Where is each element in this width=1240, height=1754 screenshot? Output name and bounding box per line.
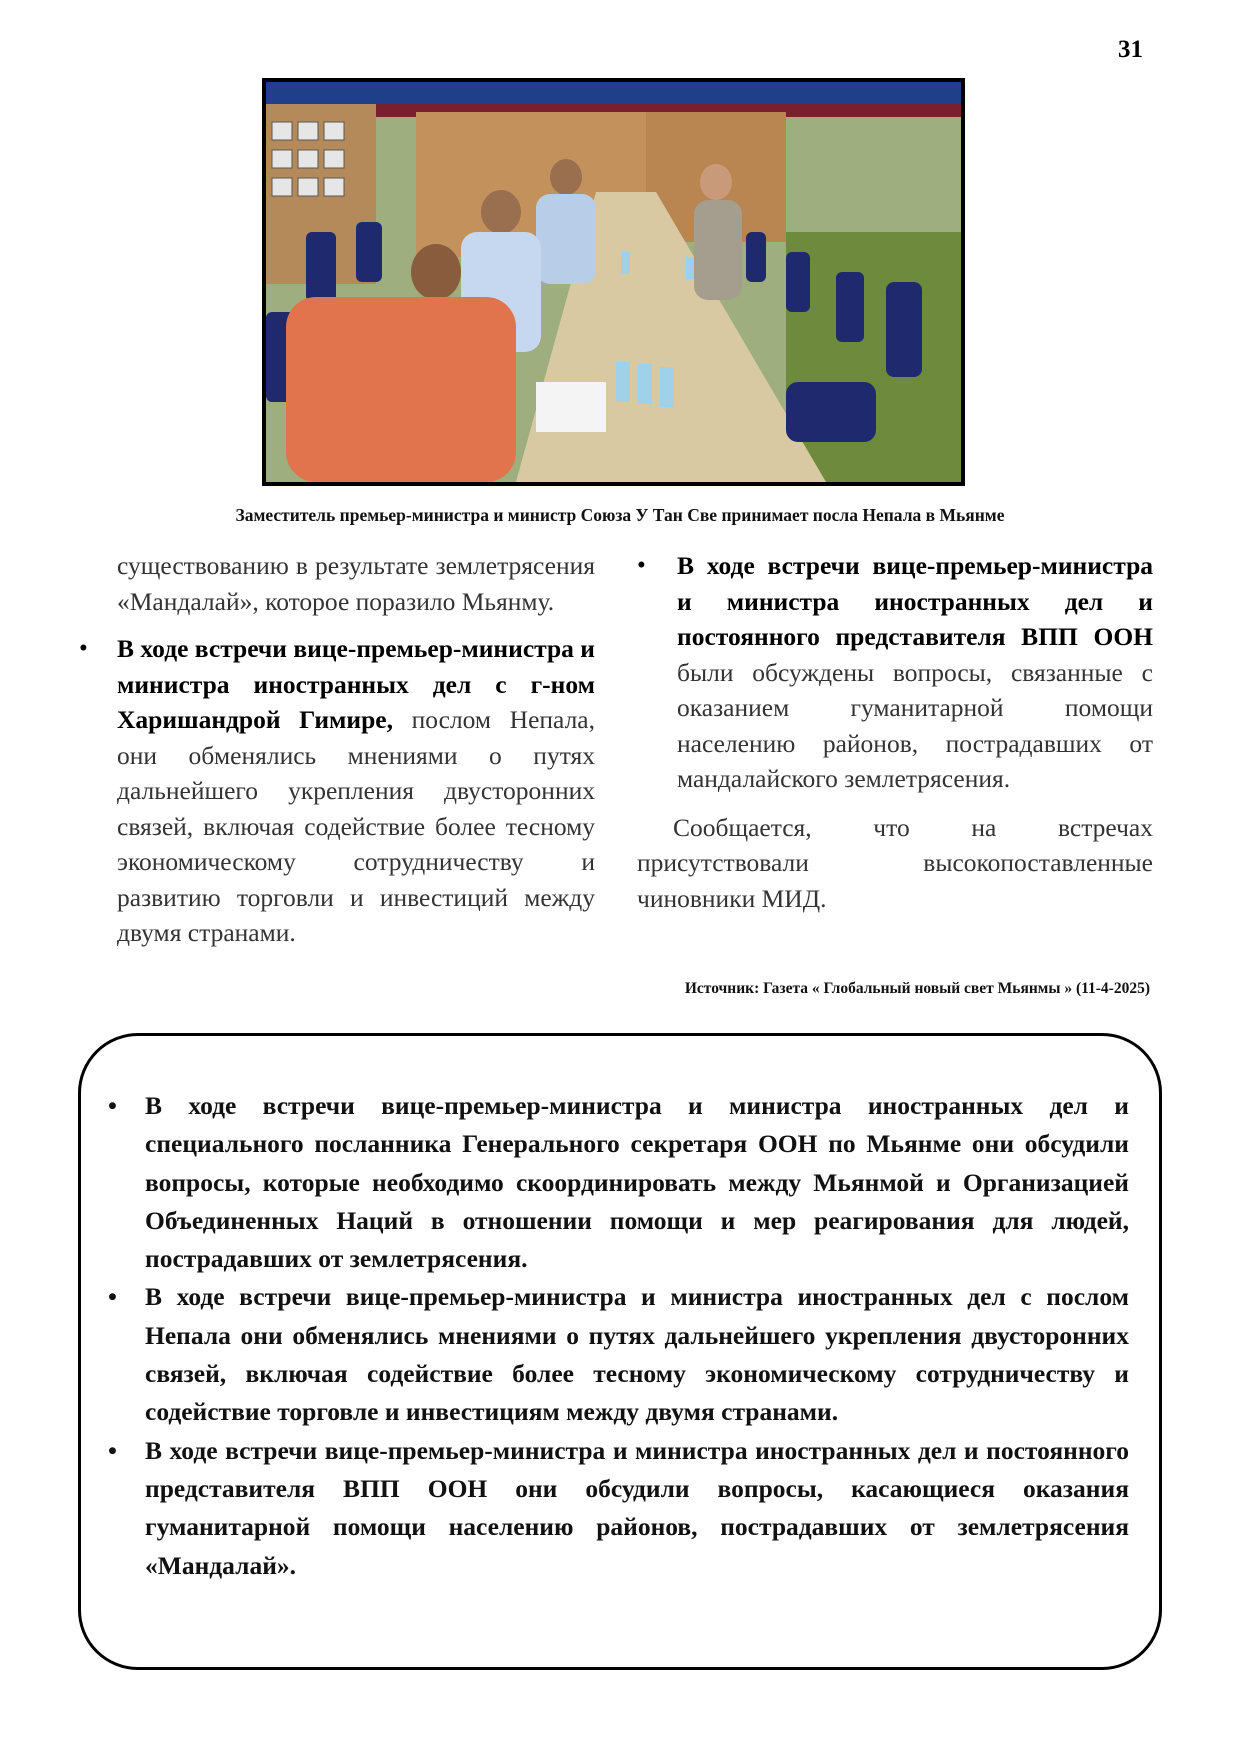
- right-bullet-item: [637, 548, 1153, 797]
- summary-item: • В ходе встречи вице-премьер-министра и министра иностранных дел и постоянного представителя ВПП ООН они обсудили вопросы, касающиеся оказания гуманитарной помощи населению районов, пострадавших от землетрясения «Мандалай».: [145, 1432, 1129, 1585]
- left-paragraph: существованию в результате землетрясения «Мандалай», которое поразило Мьянму.: [117, 551, 595, 616]
- right-paragraph: Сообщается, что на встречах присутствовали высокопоставленные чиновники МИД.: [637, 812, 1153, 913]
- left-bullet-text: послом Непала, они обменялись мнениями о путях дальнейшего укрепления двусторонних связей, включая содействие более тесному экономическому сотрудничеству и развитию торговли и инвестиций между двумя странами.: [117, 705, 595, 947]
- summary-item: • В ходе встречи вице-премьер-министра и министра иностранных дел с послом Непала они обменялись мнениями о путях дальнейшего укрепления двусторонних связей, включая содействие более тесному экономическому сотрудничеству и содействие торговле и инвестициям между двумя странами.: [145, 1278, 1129, 1431]
- left-bullet-item: [117, 631, 595, 951]
- meeting-photo: [262, 78, 965, 486]
- summary-list: [145, 1087, 1129, 1585]
- meeting-photo-illustration: [266, 82, 961, 482]
- left-column: [117, 548, 595, 951]
- right-column: [637, 548, 1153, 916]
- right-bullet-bold: В ходе встречи вице-премьер-министра и министра иностранных дел и постоянного представителя ВПП ООН: [677, 551, 1153, 651]
- source-note: Источник: Газета « Глобальный новый свет Мьянмы » (11-4-2025): [684, 980, 1150, 997]
- left-bullet-bold: В ходе встречи вице-премьер-министра и министра иностранных дел с г-ном Харишандрой Гимире,: [117, 634, 595, 734]
- summary-item: • В ходе встречи вице-премьер-министра и министра иностранных дел и специального посланника Генерального секретаря ООН по Мьянме они обсудили вопросы, которые необходимо скоординировать между Мьянмой и Организацией Объединенных Наций в отношении помощи и мер реагирования для людей, пострадавших от землетрясения.: [145, 1087, 1129, 1278]
- photo-caption: Заместитель премьер-министра и министр Союза У Тан Све принимает посла Непала в Мьянме: [235, 505, 1005, 525]
- right-bullet-text: были обсуждены вопросы, связанные с оказанием гуманитарной помощи населению районов, пострадавших от мандалайского землетрясения.: [677, 657, 1153, 793]
- page-number: 31: [1118, 36, 1143, 63]
